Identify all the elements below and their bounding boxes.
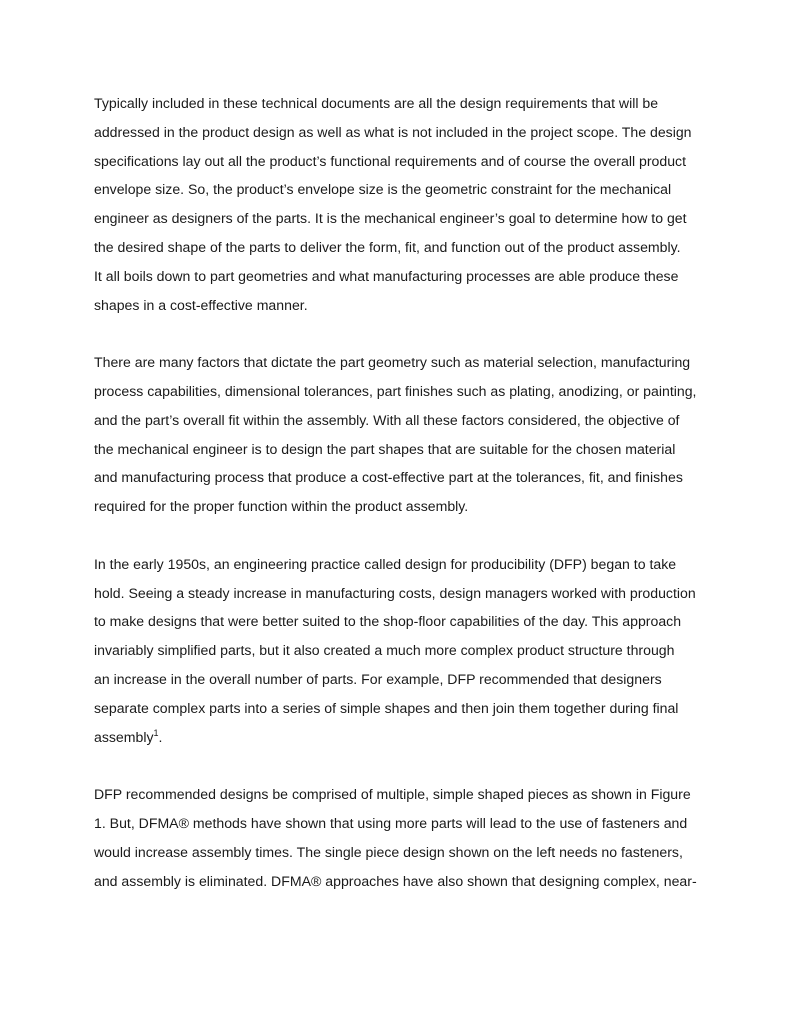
text-line: and assembly is eliminated. DFMA® approaches have also shown that designing complex, near- xyxy=(94,872,697,889)
text-line: the desired shape of the parts to deliver the form, fit, and function out of the product assembly. xyxy=(94,238,681,255)
paragraph-2 xyxy=(94,348,714,521)
text-line: addressed in the product design as well as what is not included in the project scope. The design xyxy=(94,123,692,140)
text-line: In the early 1950s, an engineering practice called design for producibility (DFP) began to take xyxy=(94,555,677,572)
line-suffix: . xyxy=(158,728,163,745)
text-line: separate complex parts into a series of simple shapes and then join them together during final xyxy=(94,699,679,716)
text-line: Typically included in these technical documents are all the design requirements that will be xyxy=(94,95,659,111)
text-line: It all boils down to part geometries and what manufacturing processes are able produce these xyxy=(94,267,679,284)
paragraph-1 xyxy=(94,89,714,319)
text-line: DFP recommended designs be comprised of multiple, simple shaped pieces as shown in Figure xyxy=(94,786,691,803)
text-line: shapes in a cost-effective manner. xyxy=(94,296,308,313)
text-line: envelope size. So, the product’s envelope size is the geometric constraint for the mechanical xyxy=(94,181,672,198)
text-line: engineer as designers of the parts. It is the mechanical engineer’s goal to determine how to get xyxy=(94,210,687,227)
text-line: hold. Seeing a steady increase in manufacturing costs, design managers worked with production xyxy=(94,584,696,601)
text-line: and the part’s overall fit within the assembly. With all these factors considered, the objective of xyxy=(94,411,680,428)
text-line: process capabilities, dimensional tolerances, part finishes such as plating, anodizing, or painting, xyxy=(94,382,697,399)
text-line: There are many factors that dictate the part geometry such as material selection, manufacturing xyxy=(94,354,691,371)
text-line-with-footnote xyxy=(94,723,714,752)
text-line: an increase in the overall number of parts. For example, DFP recommended that designers xyxy=(94,670,662,687)
line-text: assembly xyxy=(94,728,154,745)
text-line: invariably simplified parts, but it also created a much more complex product structure through xyxy=(94,642,675,659)
text-line: specifications lay out all the product’s functional requirements and of course the overall product xyxy=(94,152,687,169)
paragraph-4 xyxy=(94,780,714,895)
text-line: 1. But, DFMA® methods have shown that using more parts will lead to the use of fasteners and xyxy=(94,814,688,831)
text-line: to make designs that were better suited to the shop-floor capabilities of the day. This approach xyxy=(94,613,682,630)
text-line: required for the proper function within the product assembly. xyxy=(94,498,469,515)
text-line: would increase assembly times. The single piece design shown on the left needs no fasteners, xyxy=(94,843,683,860)
footnote-reference[interactable]: 1 xyxy=(153,727,159,738)
paragraph-3 xyxy=(94,550,714,752)
text-line: the mechanical engineer is to design the part shapes that are suitable for the chosen material xyxy=(94,440,676,457)
text-line: and manufacturing process that produce a cost-effective part at the tolerances, fit, and finishes xyxy=(94,469,683,486)
document-body xyxy=(94,89,714,924)
